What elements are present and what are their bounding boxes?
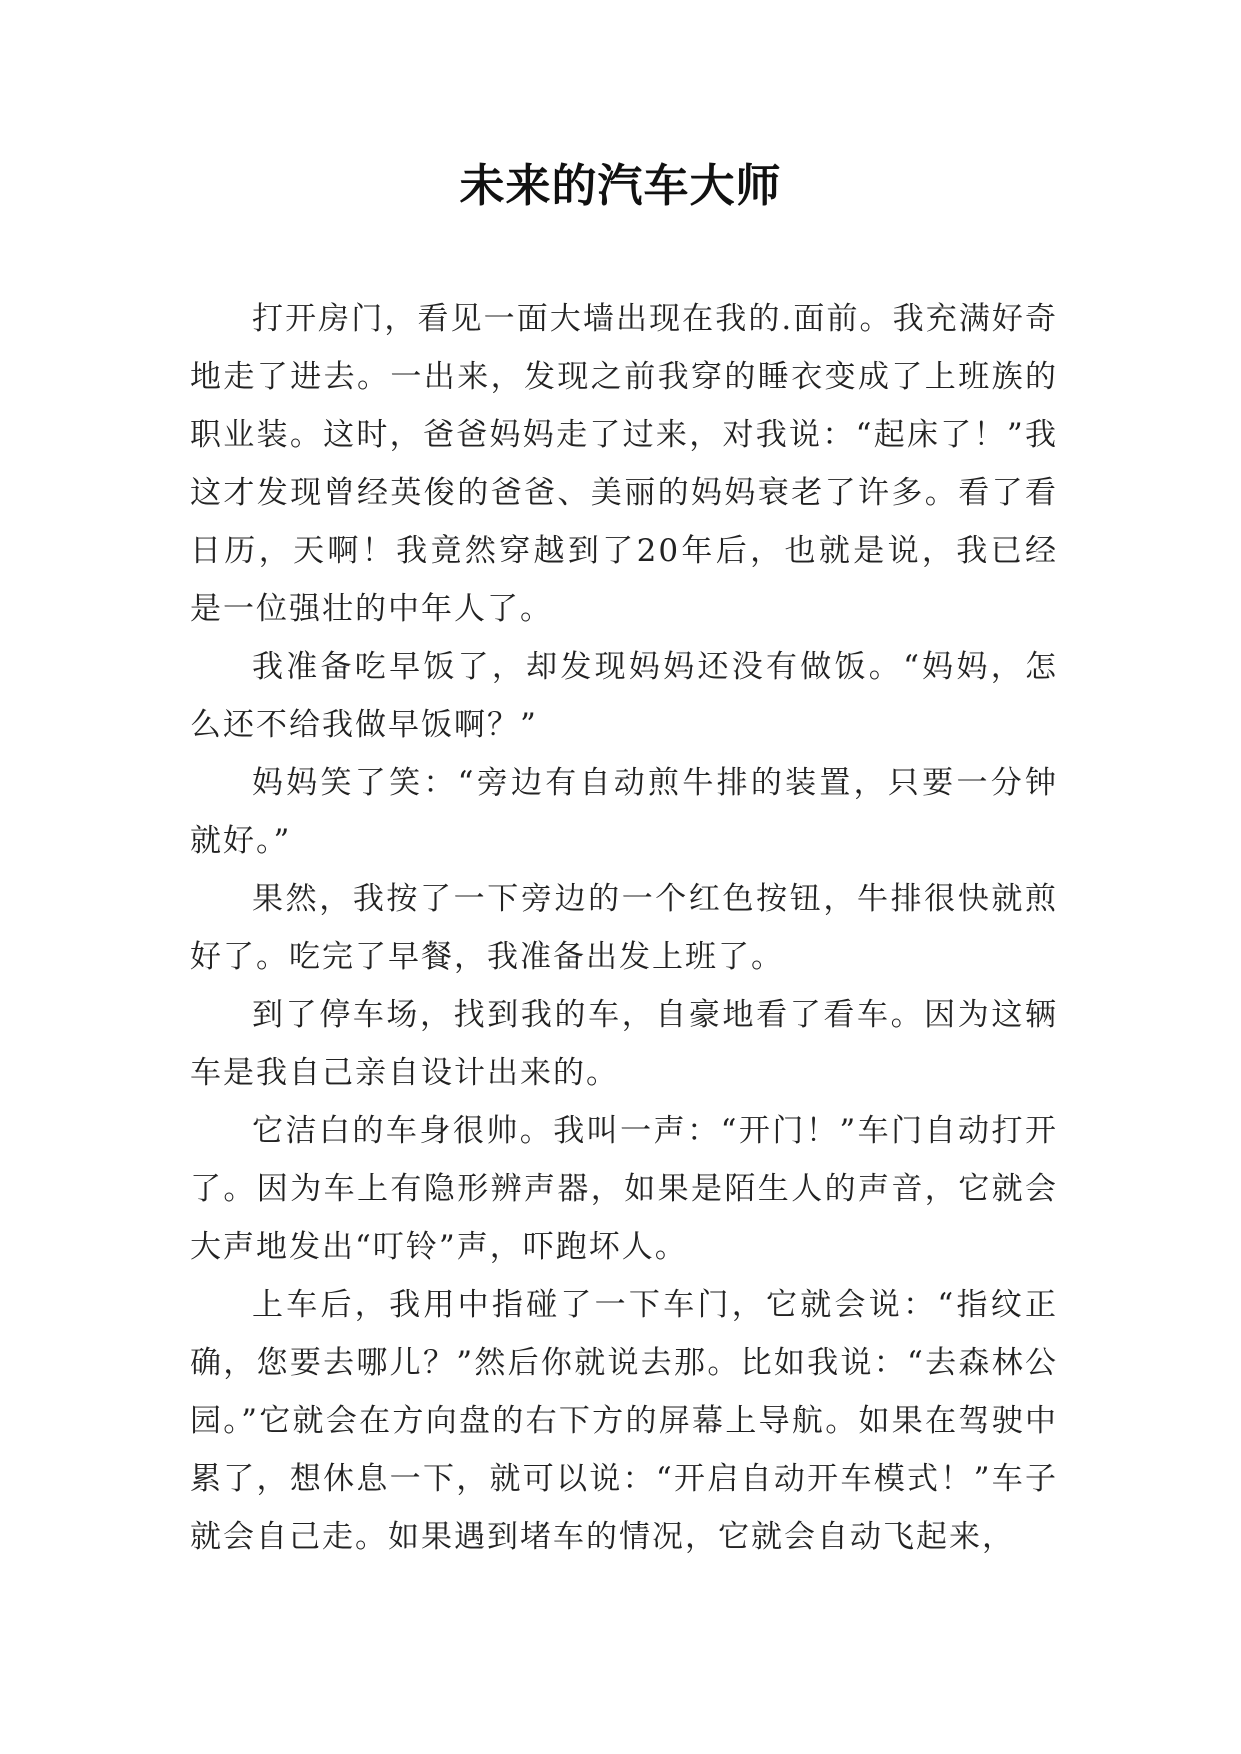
document-body — [190, 290, 1058, 1566]
paragraph-5: 到了停车场，找到我的车，自豪地看了看车。因为这辆车是我自己亲自设计出来的。 — [190, 997, 1058, 1091]
paragraph-7: 上车后，我用中指碰了一下车门，它就会说：“指纹正确，您要去哪儿？”然后你就说去那。比如我说：“去森林公园。”它就会在方向盘的右下方的屏幕上导航。如果在驾驶中累了，想休息一下，就可以说：“开启自动开车模式！”车子就会自己走。如果遇到堵车的情况，它就会自动飞起来， — [190, 1287, 1058, 1555]
document-title: 未来的汽车大师 — [459, 159, 782, 212]
paragraph-3: 妈妈笑了笑：“旁边有自动煎牛排的装置，只要一分钟就好。” — [190, 765, 1058, 859]
paragraph-4: 果然，我按了一下旁边的一个红色按钮，牛排很快就煎好了。吃完了早餐，我准备出发上班了。 — [190, 881, 1058, 975]
paragraph-6: 它洁白的车身很帅。我叫一声：“开门！”车门自动打开了。因为车上有隐形辨声器，如果是陌生人的声音，它就会大声地发出“叮铃”声，吓跑坏人。 — [190, 1113, 1058, 1265]
paragraph-1: 打开房门，看见一面大墙出现在我的.面前。我充满好奇地走了进去。一出来，发现之前我穿的睡衣变成了上班族的职业装。这时，爸爸妈妈走了过来，对我说：“起床了！”我这才发现曾经英俊的爸爸、美丽的妈妈衰老了许多。看了看日历，天啊！我竟然穿越到了20年后，也就是说，我已经是一位强壮的中年人了。 — [190, 301, 1058, 627]
paragraph-2: 我准备吃早饭了，却发现妈妈还没有做饭。“妈妈，怎么还不给我做早饭啊？” — [190, 649, 1058, 743]
